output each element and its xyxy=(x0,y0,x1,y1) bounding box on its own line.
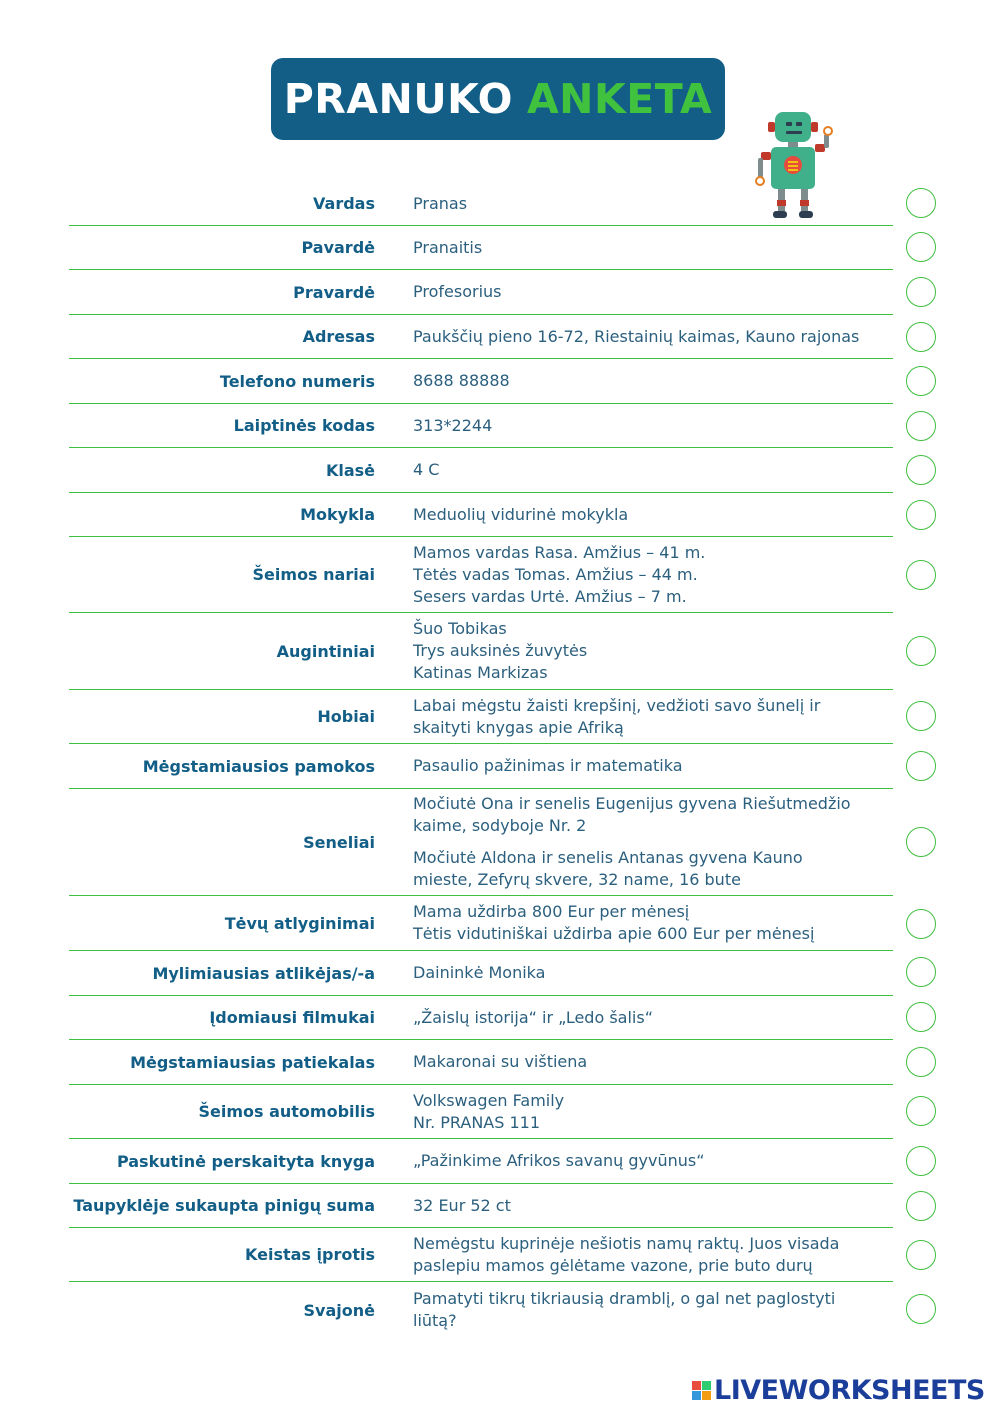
title-banner xyxy=(271,58,725,140)
form-row xyxy=(69,448,893,493)
answer-drop-circle[interactable] xyxy=(906,701,936,731)
row-value-line: Daininkė Monika xyxy=(413,963,546,982)
form-row xyxy=(69,1184,893,1228)
row-label: Hobiai xyxy=(317,707,375,726)
row-value-line: Močiutė Ona ir senelis Eugenijus gyvena Riešutmedžio xyxy=(413,794,851,813)
answer-drop-circle[interactable] xyxy=(906,1240,936,1270)
answer-drop-circle[interactable] xyxy=(906,277,936,307)
row-label: Pavardė xyxy=(301,238,375,257)
row-label: Šeimos automobilis xyxy=(198,1102,375,1121)
row-label: Taupyklėje sukaupta pinigų suma xyxy=(73,1196,375,1215)
liveworksheets-logo-icon xyxy=(692,1381,711,1400)
answer-drop-circle[interactable] xyxy=(906,1096,936,1126)
row-value xyxy=(413,1085,893,1138)
row-value xyxy=(413,1228,893,1281)
row-label: Augintiniai xyxy=(276,641,375,661)
form-row xyxy=(69,537,893,613)
row-value xyxy=(413,690,893,743)
row-value xyxy=(413,1139,893,1183)
title-part-2: ANKETA xyxy=(526,75,713,123)
title-part-1: PRANUKO xyxy=(283,75,513,123)
row-label: Adresas xyxy=(302,327,375,346)
form-row xyxy=(69,1228,893,1282)
row-label: Mėgstamiausias patiekalas xyxy=(130,1052,375,1072)
row-value-line: skaityti knygas apie Afriką xyxy=(413,717,624,737)
brand-logo xyxy=(692,1374,985,1406)
row-value-line: Meduolių vidurinė mokykla xyxy=(413,504,629,524)
answer-drop-circle[interactable] xyxy=(906,1047,936,1077)
row-value-line: Pamatyti tikrų tikriausią dramblį, o gal net paglostyti xyxy=(413,1289,836,1308)
row-value-line: „Žaislų istorija“ ir „Ledo šalis“ xyxy=(413,1007,653,1027)
answer-drop-circle[interactable] xyxy=(906,1294,936,1324)
row-value-line: liūtą? xyxy=(413,1311,457,1330)
row-label: Mokykla xyxy=(300,505,375,524)
row-value-line: Pranas xyxy=(413,193,468,213)
row-value-line: 8688 88888 xyxy=(413,371,510,390)
row-label: Mylimiausias atlikėjas/-a xyxy=(152,963,375,983)
row-value-line: Katinas Markizas xyxy=(413,663,548,682)
answer-drop-circle[interactable] xyxy=(906,322,936,352)
row-value-line: Profesorius xyxy=(413,282,502,301)
row-value-line: Trys auksinės žuvytės xyxy=(413,641,588,660)
form-row xyxy=(69,1040,893,1085)
row-label: Telefono numeris xyxy=(219,371,375,391)
row-value-line: paslepiu mamos gėlėtame vazone, prie buto durų xyxy=(413,1255,813,1275)
row-value xyxy=(413,404,893,447)
answer-drop-circle[interactable] xyxy=(906,1002,936,1032)
answer-drop-circle[interactable] xyxy=(906,751,936,781)
row-value xyxy=(413,951,893,995)
answer-drop-circle[interactable] xyxy=(906,560,936,590)
row-value-line: Pranaitis xyxy=(413,237,483,257)
row-label: Tėvų atlyginimai xyxy=(224,913,375,933)
row-value xyxy=(413,1282,893,1338)
answer-drop-circle[interactable] xyxy=(906,957,936,987)
form-row xyxy=(69,359,893,404)
row-value-line: Nemėgstu kuprinėje nešiotis namų raktų. Juos visada xyxy=(413,1233,840,1253)
answer-drop-circle[interactable] xyxy=(906,827,936,857)
row-value xyxy=(413,359,893,403)
row-value-line: Labai mėgstu žaisti krepšinį, vedžioti savo šunelį ir xyxy=(413,695,821,715)
answer-drop-circle[interactable] xyxy=(906,366,936,396)
answer-drop-circle[interactable] xyxy=(906,188,936,218)
row-value xyxy=(413,996,893,1039)
row-value-line: 4 C xyxy=(413,460,440,479)
row-label: Paskutinė perskaityta knyga xyxy=(116,1151,375,1171)
row-value-line: Mamos vardas Rasa. Amžius – 41 m. xyxy=(413,542,706,562)
row-value xyxy=(413,448,893,492)
form-row xyxy=(69,744,893,789)
row-label: Seneliai xyxy=(303,832,375,852)
row-value-line: 313*2244 xyxy=(413,415,493,435)
form-row xyxy=(69,270,893,315)
brand-name: LIVEWORKSHEETS xyxy=(714,1374,985,1406)
form-row xyxy=(69,896,893,951)
row-value xyxy=(413,182,893,225)
row-value-line: 32 Eur 52 ct xyxy=(413,1195,511,1215)
row-value-line: Tėtės vadas Tomas. Amžius – 44 m. xyxy=(413,564,698,584)
row-label: Mėgstamiausios pamokos xyxy=(142,756,375,776)
row-label: Laiptinės kodas xyxy=(233,416,375,435)
row-value-line: kaime, sodyboje Nr. 2 xyxy=(413,816,587,835)
row-value xyxy=(413,744,893,788)
row-value xyxy=(413,493,893,536)
row-value-line: Pasaulio pažinimas ir matematika xyxy=(413,756,683,775)
row-value xyxy=(413,270,893,314)
form-row xyxy=(69,789,893,896)
row-value-line: Močiutė Aldona ir senelis Antanas gyvena Kauno xyxy=(413,848,803,867)
form-row xyxy=(69,1139,893,1184)
row-value-line: Paukščių pieno 16-72, Riestainių kaimas, Kauno rajonas xyxy=(413,326,860,346)
answer-drop-circle[interactable] xyxy=(906,636,936,666)
form-row xyxy=(69,404,893,448)
answer-drop-circle[interactable] xyxy=(906,500,936,530)
answer-drop-circle[interactable] xyxy=(906,1146,936,1176)
form-row xyxy=(69,996,893,1040)
row-value xyxy=(413,226,893,269)
row-value-line: Šuo Tobikas xyxy=(413,619,507,638)
row-label: Klasė xyxy=(325,460,375,480)
row-value xyxy=(413,896,893,950)
row-label: Keistas įprotis xyxy=(245,1245,375,1264)
form-row xyxy=(69,613,893,690)
form-row xyxy=(69,690,893,744)
row-value-line: Volkswagen Family xyxy=(413,1090,565,1110)
row-value-line: Makaronai su vištiena xyxy=(413,1052,588,1071)
answer-drop-circle[interactable] xyxy=(906,411,936,441)
answer-drop-circle[interactable] xyxy=(906,909,936,939)
answer-drop-circle[interactable] xyxy=(906,232,936,262)
row-value-line: Nr. PRANAS 111 xyxy=(413,1112,541,1132)
answer-drop-circle[interactable] xyxy=(906,1191,936,1221)
row-value xyxy=(413,537,893,612)
row-value xyxy=(413,1184,893,1227)
form-row xyxy=(69,182,893,226)
row-label: Pravardė xyxy=(293,282,375,302)
row-value xyxy=(413,789,893,895)
row-value xyxy=(413,1040,893,1084)
form-row xyxy=(69,226,893,270)
row-value xyxy=(413,315,893,358)
row-value-line: Tėtis vidutiniškai uždirba apie 600 Eur per mėnesį xyxy=(413,924,815,943)
row-label: Vardas xyxy=(313,194,375,213)
row-label: Įdomiausi filmukai xyxy=(209,1008,375,1027)
row-value xyxy=(413,613,893,689)
answer-drop-circle[interactable] xyxy=(906,455,936,485)
row-label: Šeimos nariai xyxy=(252,565,375,584)
form-row xyxy=(69,1085,893,1139)
row-label: Svajonė xyxy=(303,1300,375,1320)
form-row xyxy=(69,315,893,359)
row-value-line: Mama uždirba 800 Eur per mėnesį xyxy=(413,902,690,921)
row-value-line: „Pažinkime Afrikos savanų gyvūnus“ xyxy=(413,1151,705,1170)
row-value-line: Sesers vardas Urtė. Amžius – 7 m. xyxy=(413,586,687,606)
row-value-line: mieste, Zefyrų skvere, 32 name, 16 bute xyxy=(413,870,741,889)
form-row xyxy=(69,1282,893,1338)
form-row xyxy=(69,493,893,537)
form-row xyxy=(69,951,893,996)
